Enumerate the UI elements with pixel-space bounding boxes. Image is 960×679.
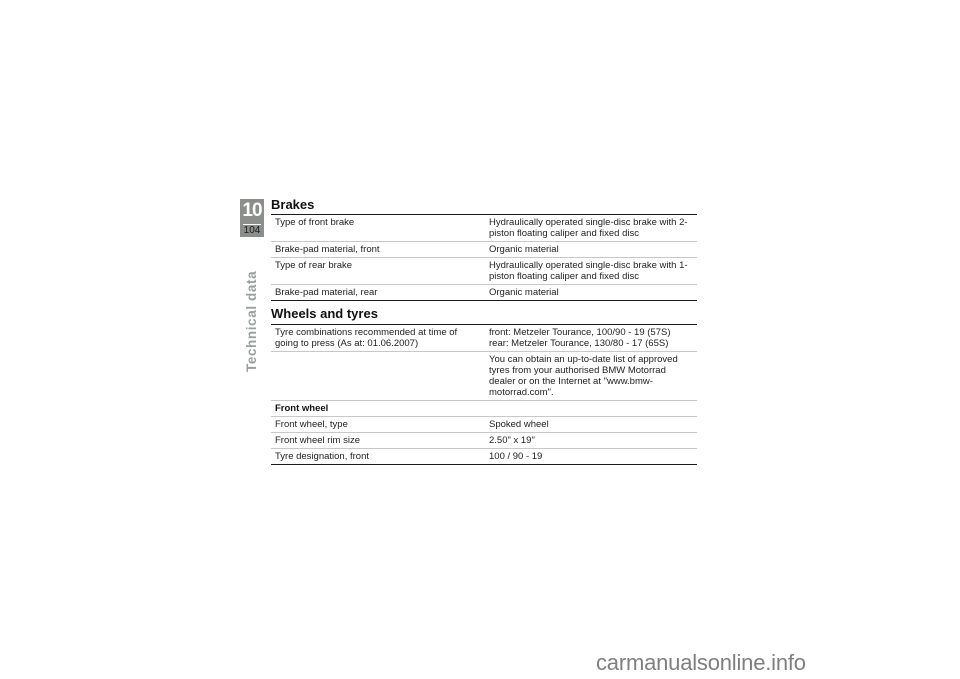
- spec-label: Tyre designation, front: [275, 451, 369, 462]
- tyre-combo-rear: rear: Metzeler Tourance, 130/80 - 17 (65S): [489, 338, 669, 349]
- spec-value: [485, 325, 697, 352]
- spec-value: Hydraulically operated single-disc brake with 1-piston floating caliper and fixed disc: [489, 260, 688, 282]
- wheels-table: [271, 324, 697, 465]
- page-number: 104: [243, 225, 261, 236]
- table-row: [271, 258, 697, 285]
- spec-label: Brake-pad material, front: [275, 244, 380, 255]
- table-row: [271, 242, 697, 258]
- spec-label: Type of rear brake: [275, 260, 353, 271]
- chapter-side-title: Technical data: [244, 270, 259, 372]
- table-row: [271, 325, 697, 352]
- watermark: carmanualsonline.info: [596, 650, 806, 675]
- wheels-title: Wheels and tyres: [271, 306, 378, 321]
- chapter-number: 10: [242, 200, 262, 221]
- table-row: [271, 352, 697, 401]
- spec-label: Tyre combinations recommended at time of going to press (As at: 01.06.2007): [275, 327, 458, 349]
- table-subheading-row: [271, 401, 697, 417]
- spec-value: Spoked wheel: [489, 419, 549, 430]
- spec-label: Front wheel rim size: [275, 435, 360, 446]
- brakes-title: Brakes: [271, 197, 315, 212]
- table-row: [271, 215, 697, 242]
- chapter-tab: [240, 199, 264, 237]
- table-row: [271, 285, 697, 301]
- spec-label: Front wheel, type: [275, 419, 348, 430]
- brakes-table: [271, 214, 697, 301]
- spec-label: Type of front brake: [275, 217, 355, 228]
- table-row: [271, 417, 697, 433]
- spec-value: 100 / 90 - 19: [489, 451, 543, 462]
- spec-value: Organic material: [489, 287, 559, 298]
- table-row: [271, 433, 697, 449]
- table-row: [271, 449, 697, 465]
- approved-tyres-note: You can obtain an up-to-date list of approved tyres from your authorised BMW Motorrad dealer or on the Internet at "www.bmw-motorrad.com".: [489, 354, 678, 398]
- tyre-combo-front: front: Metzeler Tourance, 100/90 - 19 (57S): [489, 327, 671, 338]
- front-wheel-heading: Front wheel: [275, 403, 329, 414]
- spec-value: 2.50" x 19": [489, 435, 535, 446]
- spec-label: Brake-pad material, rear: [275, 287, 378, 298]
- spec-label-empty: [271, 352, 485, 401]
- spec-value: Organic material: [489, 244, 559, 255]
- spec-value: Hydraulically operated single-disc brake with 2-piston floating caliper and fixed disc: [489, 217, 688, 239]
